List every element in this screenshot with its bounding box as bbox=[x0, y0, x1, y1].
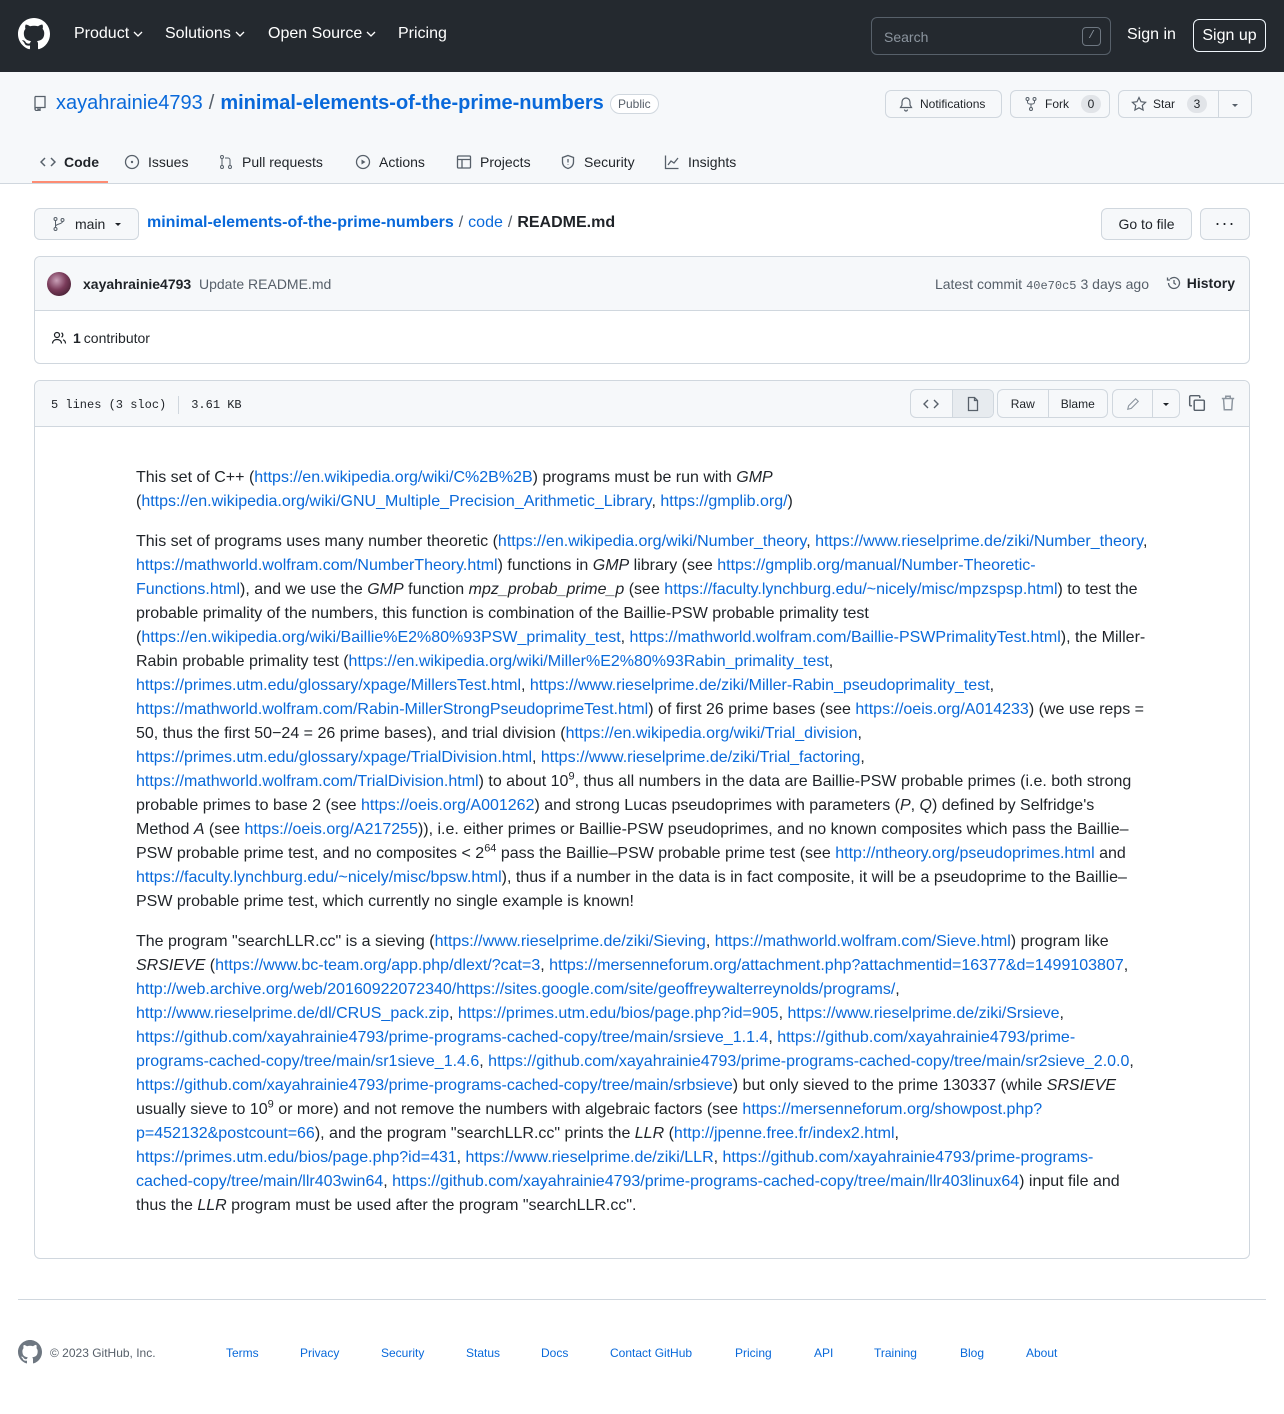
readme-emphasis: GMP bbox=[592, 557, 630, 574]
nav-solutions[interactable] bbox=[165, 25, 245, 43]
raw-blame-group bbox=[997, 389, 1108, 418]
pull-request-icon bbox=[218, 154, 234, 170]
active-tab-indicator bbox=[32, 181, 108, 183]
search-input[interactable] bbox=[871, 17, 1111, 55]
view-mode-toggle bbox=[910, 389, 994, 418]
caret-down-icon bbox=[113, 219, 123, 229]
breadcrumb-file-name: README.md bbox=[517, 214, 616, 231]
readme-link[interactable]: http://www.rieselprime.de/dl/CRUS_pack.zip bbox=[136, 1005, 450, 1022]
issue-icon bbox=[124, 154, 140, 170]
readme-link[interactable]: https://en.wikipedia.org/wiki/Trial_division bbox=[565, 725, 858, 742]
bell-icon bbox=[898, 96, 914, 112]
sign-in-link[interactable]: Sign in bbox=[1127, 26, 1176, 43]
footer-link-api[interactable]: API bbox=[814, 1346, 834, 1360]
table-icon bbox=[456, 154, 472, 170]
breadcrumb-repo-link[interactable]: minimal-elements-of-the-prime-numbers bbox=[147, 214, 454, 231]
readme-link[interactable]: https://www.bc-team.org/app.php/dlext/?cat=3 bbox=[215, 957, 541, 974]
readme-link[interactable]: https://primes.utm.edu/bios/page.php?id=431 bbox=[136, 1149, 457, 1166]
readme-paragraph-1: This set of C++ (https://en.wikipedia.org/wiki/C%2B%2B) programs must be run with GMP (https://en.wikipedia.org/wiki/GNU_Multiple_Precision_Arithmetic_Library, https://gmplib.org/) bbox=[136, 469, 793, 510]
readme-link[interactable]: https://github.com/xayahrainie4793/prime-programs-cached-copy/tree/main/sr1sieve_1.4.6 bbox=[136, 1029, 1076, 1070]
search-shortcut-key: / bbox=[1082, 27, 1101, 46]
file-info-divider bbox=[178, 396, 179, 414]
readme-link[interactable]: https://github.com/xayahrainie4793/prime-programs-cached-copy/tree/main/srbsieve bbox=[136, 1077, 733, 1094]
readme-link[interactable]: https://github.com/xayahrainie4793/prime-programs-cached-copy/tree/main/srsieve_1.1.4 bbox=[136, 1029, 769, 1046]
tab-issues[interactable] bbox=[124, 140, 188, 184]
commit-meta bbox=[935, 276, 1149, 293]
notifications-label: Notifications bbox=[920, 97, 986, 111]
readme-link[interactable]: https://www.rieselprime.de/ziki/Miller-Rabin_pseudoprimality_test bbox=[529, 677, 990, 694]
history-link[interactable] bbox=[1166, 275, 1235, 291]
commit-time: 3 days ago bbox=[1080, 276, 1149, 292]
chevron-down-icon bbox=[133, 29, 143, 39]
code-icon bbox=[923, 396, 939, 412]
visibility-badge: Public bbox=[610, 94, 659, 114]
footer-link-security[interactable]: Security bbox=[381, 1346, 425, 1360]
footer-link-terms[interactable]: Terms bbox=[226, 1346, 259, 1360]
readme-emphasis: LLR bbox=[634, 1125, 665, 1142]
readme-link[interactable]: https://oeis.org/A014233 bbox=[855, 701, 1029, 718]
breadcrumb-separator: / bbox=[507, 214, 513, 231]
readme-link[interactable]: https://primes.utm.edu/glossary/xpage/TrialDivision.html bbox=[136, 749, 532, 766]
readme-link[interactable]: https://github.com/xayahrainie4793/prime-programs-cached-copy/tree/main/llr403win64 bbox=[136, 1149, 1094, 1190]
sign-up-button[interactable]: Sign up bbox=[1193, 19, 1266, 52]
readme-link[interactable]: https://primes.utm.edu/glossary/xpage/MillersTest.html bbox=[136, 677, 522, 694]
readme-link[interactable]: http://web.archive.org/web/20160922072340/https://sites.google.com/site/geoffreywalterreynolds/programs/ bbox=[136, 981, 896, 998]
footer-divider bbox=[18, 1299, 1266, 1300]
edit-button[interactable] bbox=[1113, 390, 1152, 417]
readme-link[interactable]: https://gmplib.org/manual/Number-Theoretic-Functions.html bbox=[136, 557, 1036, 598]
readme-link[interactable]: https://en.wikipedia.org/wiki/GNU_Multiple_Precision_Arithmetic_Library bbox=[141, 493, 652, 510]
star-icon bbox=[1131, 96, 1147, 112]
pencil-icon bbox=[1126, 397, 1140, 411]
readme-link[interactable]: http://jpenne.free.fr/index2.html bbox=[673, 1125, 895, 1142]
nav-open-source-label: Open Source bbox=[268, 25, 363, 42]
nav-product-label: Product bbox=[74, 25, 130, 42]
view-preview-button[interactable] bbox=[952, 390, 994, 417]
fork-button[interactable] bbox=[1010, 90, 1110, 118]
nav-product[interactable] bbox=[74, 25, 143, 43]
footer-link-pricing[interactable]: Pricing bbox=[735, 1346, 772, 1360]
readme-emphasis: GMP bbox=[367, 581, 404, 598]
blame-button[interactable]: Blame bbox=[1048, 390, 1107, 417]
trash-icon[interactable] bbox=[1219, 394, 1237, 412]
readme-emphasis: SRSIEVE bbox=[136, 957, 206, 974]
star-divider bbox=[1218, 91, 1219, 117]
repo-title bbox=[56, 92, 604, 115]
fork-count: 0 bbox=[1081, 95, 1101, 113]
repo-header bbox=[0, 72, 1284, 184]
star-button[interactable] bbox=[1118, 90, 1252, 118]
contributor-label: contributor bbox=[83, 330, 150, 346]
readme-link[interactable]: https://www.rieselprime.de/ziki/Trial_factoring bbox=[540, 749, 861, 766]
nav-open-source[interactable] bbox=[268, 25, 376, 43]
tab-code-label: Code bbox=[64, 154, 99, 170]
github-logo-icon[interactable] bbox=[18, 18, 50, 50]
branch-selector[interactable] bbox=[34, 208, 139, 240]
star-dropdown-icon[interactable] bbox=[1230, 100, 1240, 110]
footer-link-privacy[interactable]: Privacy bbox=[300, 1346, 340, 1360]
readme-link[interactable]: https://en.wikipedia.org/wiki/Miller%E2%80%93Rabin_primality_test bbox=[348, 653, 829, 670]
readme-link[interactable]: http://ntheory.org/pseudoprimes.html bbox=[835, 845, 1095, 862]
readme-link[interactable]: https://faculty.lynchburg.edu/~nicely/misc/bpsw.html bbox=[136, 869, 502, 886]
readme-link[interactable]: https://mathworld.wolfram.com/NumberTheory.html bbox=[136, 557, 498, 574]
readme-superscript: 64 bbox=[484, 842, 497, 855]
edit-dropdown-button[interactable] bbox=[1152, 390, 1179, 417]
file-icon bbox=[965, 396, 981, 412]
star-count: 3 bbox=[1187, 95, 1207, 113]
readme-paragraph-2: This set of programs uses many number theoretic (https://en.wikipedia.org/wiki/Number_theory, https://www.rieselprime.de/ziki/Number_theory, https://mathworld.wolfram.com/NumberTheory.html) functions in GMP library (see https://gmplib.org/manual/Number-Theoretic-Functions.html), and we use the GMP function mpz_probab_prime_p (see https://faculty.lynchburg.edu/~nicely/misc/mpzspsp.html) to test the probable primality of the numbers, this function is combination of the Baillie-PSW probable primality test (https://en.wikipedia.org/wiki/Baillie%E2%80%93PSW_primality_test, https://mathworld.wolfram.com/Baillie-PSWPrimalityTest.html), the Miller-Rabin probable primality test (https://en.wikipedia.org/wiki/Miller%E2%80%93Rabin_primality_test, https://primes.utm.edu/glossary/xpage/MillersTest.html, https://www.rieselprime.de/ziki/Miller-Rabin_pseudoprimality_test, https://mathworld.wolfram.com/Rabin-MillerStrongPseudoprimeTest.html) of first 26 prime bases (see https://oeis.org/A014233) (we use reps = 50, thus the first 50−24 = 26 prime bases), and trial division (https://en.wikipedia.org/wiki/Trial_division, https://primes.utm.edu/glossary/xpage/TrialDivision.html, https://www.rieselprime.de/ziki/Trial_factoring, https://mathworld.wolfram.com/TrialDivision.html) to about $10^9$, thus all numbers in the data are Baillie-PSW probable primes (i.e. both strong probable primes to base 2 (see https://oeis.org/A001262) and strong Lucas pseudoprimes with parameters (P, Q) defined by Selfridge's Method A (see https://oeis.org/A217255)), i.e. either primes or Baillie-PSW pseudoprimes, and no known composites which pass the Baillie–PSW probable prime test, and no composites < $2^{64}$ pass the Baillie–PSW probable prime test (see http://ntheory.org/pseudoprimes.html and https://faculty.lynchburg.edu/~nicely/misc/bpsw.html), thus if a number in the data is in fact composite, it will be a pseudoprime to the Baillie–PSW probable prime test, which currently no single example is known! bbox=[136, 533, 1148, 910]
search-placeholder: Search bbox=[884, 29, 929, 45]
tab-actions-label: Actions bbox=[379, 154, 425, 170]
readme-link[interactable]: https://github.com/xayahrainie4793/prime-programs-cached-copy/tree/main/sr2sieve_2.0.0 bbox=[488, 1053, 1130, 1070]
commit-message-link[interactable]: Update README.md bbox=[199, 276, 332, 292]
readme-link[interactable]: https://en.wikipedia.org/wiki/C%2B%2B bbox=[254, 469, 533, 486]
readme-superscript: 9 bbox=[568, 770, 575, 783]
readme-emphasis: GMP bbox=[736, 469, 773, 486]
tab-insights-label: Insights bbox=[688, 154, 737, 170]
readme-link[interactable]: https://mathworld.wolfram.com/Baillie-PSWPrimalityTest.html bbox=[629, 629, 1061, 646]
readme-link[interactable]: https://en.wikipedia.org/wiki/Baillie%E2%80%93PSW_primality_test bbox=[141, 629, 621, 646]
readme-link[interactable]: https://mersenneforum.org/showpost.php?p=452132&postcount=66 bbox=[136, 1101, 1043, 1142]
breadcrumb-separator: / bbox=[458, 214, 464, 231]
tab-pull-requests-label: Pull requests bbox=[242, 154, 323, 170]
readme-emphasis: SRSIEVE bbox=[1046, 1077, 1117, 1094]
caret-down-icon bbox=[1161, 399, 1171, 409]
graph-icon bbox=[664, 154, 680, 170]
contributor-count: 1 bbox=[73, 330, 81, 346]
branch-name: main bbox=[75, 216, 106, 232]
readme-link[interactable]: https://faculty.lynchburg.edu/~nicely/misc/mpzspsp.html bbox=[664, 581, 1058, 598]
footer-link-blog[interactable]: Blog bbox=[960, 1346, 985, 1360]
file-header bbox=[35, 381, 1249, 427]
history-icon bbox=[1166, 275, 1182, 291]
github-logo-icon[interactable] bbox=[18, 1340, 42, 1364]
commit-author-link[interactable]: xayahrainie4793 bbox=[83, 276, 192, 292]
tab-code[interactable] bbox=[40, 140, 99, 184]
tab-issues-label: Issues bbox=[148, 154, 189, 170]
footer-link-docs[interactable]: Docs bbox=[541, 1346, 569, 1360]
notifications-button[interactable] bbox=[885, 90, 1002, 118]
readme-link[interactable]: https://mathworld.wolfram.com/Sieve.html bbox=[714, 933, 1011, 950]
readme-link[interactable]: https://mathworld.wolfram.com/TrialDivision.html bbox=[136, 773, 479, 790]
avatar[interactable] bbox=[47, 272, 71, 296]
go-to-file-button[interactable]: Go to file bbox=[1101, 208, 1192, 240]
tab-projects-label: Projects bbox=[480, 154, 531, 170]
play-icon bbox=[355, 154, 371, 170]
commit-row bbox=[35, 257, 1249, 311]
readme-link[interactable]: https://www.rieselprime.de/ziki/Number_theory bbox=[815, 533, 1143, 550]
raw-button[interactable]: Raw bbox=[1010, 396, 1035, 411]
repo-icon bbox=[33, 95, 47, 111]
nav-pricing[interactable] bbox=[398, 25, 447, 43]
tab-insights[interactable] bbox=[664, 140, 736, 184]
shield-icon bbox=[560, 154, 576, 170]
tab-projects[interactable] bbox=[456, 140, 531, 184]
readme-link[interactable]: https://mersenneforum.org/attachment.php?attachmentid=16377&d=1499103807 bbox=[549, 957, 1124, 974]
copy-icon[interactable] bbox=[1188, 394, 1206, 412]
repo-owner-link[interactable]: xayahrainie4793 bbox=[56, 92, 203, 114]
edit-group bbox=[1112, 389, 1180, 418]
history-label: History bbox=[1186, 275, 1235, 291]
breadcrumb bbox=[147, 214, 615, 232]
nav-solutions-label: Solutions bbox=[165, 25, 231, 42]
footer-link-status[interactable]: Status bbox=[466, 1346, 501, 1360]
readme-link[interactable]: https://www.rieselprime.de/ziki/Srsieve bbox=[787, 1005, 1060, 1022]
readme-link[interactable]: https://oeis.org/A001262 bbox=[361, 797, 535, 814]
code-icon bbox=[40, 154, 56, 170]
readme-link[interactable]: https://www.rieselprime.de/ziki/Sieving bbox=[434, 933, 706, 950]
latest-commit-label: Latest commit bbox=[934, 276, 1023, 292]
file-size: 3.61 KB bbox=[191, 398, 242, 412]
latest-commit-box bbox=[34, 256, 1250, 364]
readme-link[interactable]: https://www.rieselprime.de/ziki/LLR bbox=[465, 1149, 714, 1166]
fork-label: Fork bbox=[1045, 97, 1069, 111]
chevron-down-icon bbox=[366, 29, 376, 39]
branch-icon bbox=[51, 216, 67, 232]
commit-sha-link[interactable]: 40e70c5 bbox=[1026, 279, 1077, 293]
readme-link[interactable]: https://github.com/xayahrainie4793/prime-programs-cached-copy/tree/main/llr403linux64 bbox=[392, 1173, 1020, 1190]
repo-title-separator: / bbox=[208, 92, 215, 114]
readme-emphasis: P bbox=[899, 797, 911, 814]
tab-actions[interactable] bbox=[355, 140, 425, 184]
more-options-button[interactable]: ··· bbox=[1200, 208, 1250, 240]
readme-link[interactable]: https://en.wikipedia.org/wiki/Number_theory bbox=[497, 533, 807, 550]
chevron-down-icon bbox=[235, 29, 245, 39]
file-info bbox=[51, 396, 242, 414]
file-lines: 5 lines (3 sloc) bbox=[51, 398, 167, 412]
readme-content bbox=[136, 466, 1148, 1234]
star-label: Star bbox=[1153, 97, 1176, 111]
contributors[interactable] bbox=[51, 330, 150, 346]
footer-link-about[interactable]: About bbox=[1026, 1346, 1058, 1360]
people-icon bbox=[51, 330, 67, 346]
readme-emphasis: A bbox=[193, 821, 205, 838]
nav-pricing-label: Pricing bbox=[398, 25, 447, 42]
readme-emphasis: LLR bbox=[197, 1197, 227, 1214]
tab-security[interactable] bbox=[560, 140, 635, 184]
global-header bbox=[0, 0, 1284, 72]
readme-superscript: 9 bbox=[267, 1098, 274, 1111]
footer-link-contact[interactable]: Contact GitHub bbox=[610, 1346, 693, 1360]
footer-copyright: © 2023 GitHub, Inc. bbox=[50, 1346, 156, 1360]
readme-link[interactable]: https://primes.utm.edu/bios/page.php?id=905 bbox=[457, 1005, 779, 1022]
readme-link[interactable]: https://oeis.org/A217255 bbox=[244, 821, 418, 838]
footer-link-training[interactable]: Training bbox=[874, 1346, 917, 1360]
readme-paragraph-3: The program "searchLLR.cc" is a sieving (https://www.rieselprime.de/ziki/Sieving, https://mathworld.wolfram.com/Sieve.html) program like SRSIEVE (https://www.bc-team.org/app.php/dlext/?cat=3, https://mersenneforum.org/attachment.php?attachmentid=16377&d=1499103807, http://web.archive.org/web/20160922072340/https://sites.google.com/site/geoffreywalterreynolds/programs/, http://www.rieselprime.de/dl/CRUS_pack.zip, https://primes.utm.edu/bios/page.php?id=905, https://www.rieselprime.de/ziki/Srsieve, https://github.com/xayahrainie4793/prime-programs-cached-copy/tree/main/srsieve_1.1.4, https://github.com/xayahrainie4793/prime-programs-cached-copy/tree/main/sr1sieve_1.4.6, https://github.com/xayahrainie4793/prime-programs-cached-copy/tree/main/sr2sieve_2.0.0, https://github.com/xayahrainie4793/prime-programs-cached-copy/tree/main/srbsieve) but only sieved to the prime 130337 (while SRSIEVE usually sieve to $10^9$ or more) and not remove the numbers with algebraic factors (see https://mersenneforum.org/showpost.php?p=452132&postcount=66), and the program "searchLLR.cc" prints the LLR (http://jpenne.free.fr/index2.html, https://primes.utm.edu/bios/page.php?id=431, https://www.rieselprime.de/ziki/LLR, https://github.com/xayahrainie4793/prime-programs-cached-copy/tree/main/llr403win64, https://github.com/xayahrainie4793/prime-programs-cached-copy/tree/main/llr403linux64) input file and thus the LLR program must be used after the program "searchLLR.cc". bbox=[136, 933, 1134, 1214]
readme-emphasis: mpz_probab_prime_p bbox=[468, 581, 625, 598]
tab-pull-requests[interactable] bbox=[218, 140, 323, 184]
readme-link[interactable]: https://gmplib.org/ bbox=[660, 493, 788, 510]
breadcrumb-dir-link[interactable]: code bbox=[468, 214, 503, 231]
fork-icon bbox=[1023, 96, 1039, 112]
view-code-button[interactable] bbox=[911, 390, 952, 417]
repo-name-link[interactable]: minimal-elements-of-the-prime-numbers bbox=[220, 92, 604, 114]
tab-security-label: Security bbox=[584, 154, 635, 170]
readme-emphasis: Q bbox=[919, 797, 932, 814]
readme-link[interactable]: https://mathworld.wolfram.com/Rabin-MillerStrongPseudoprimeTest.html bbox=[136, 701, 649, 718]
